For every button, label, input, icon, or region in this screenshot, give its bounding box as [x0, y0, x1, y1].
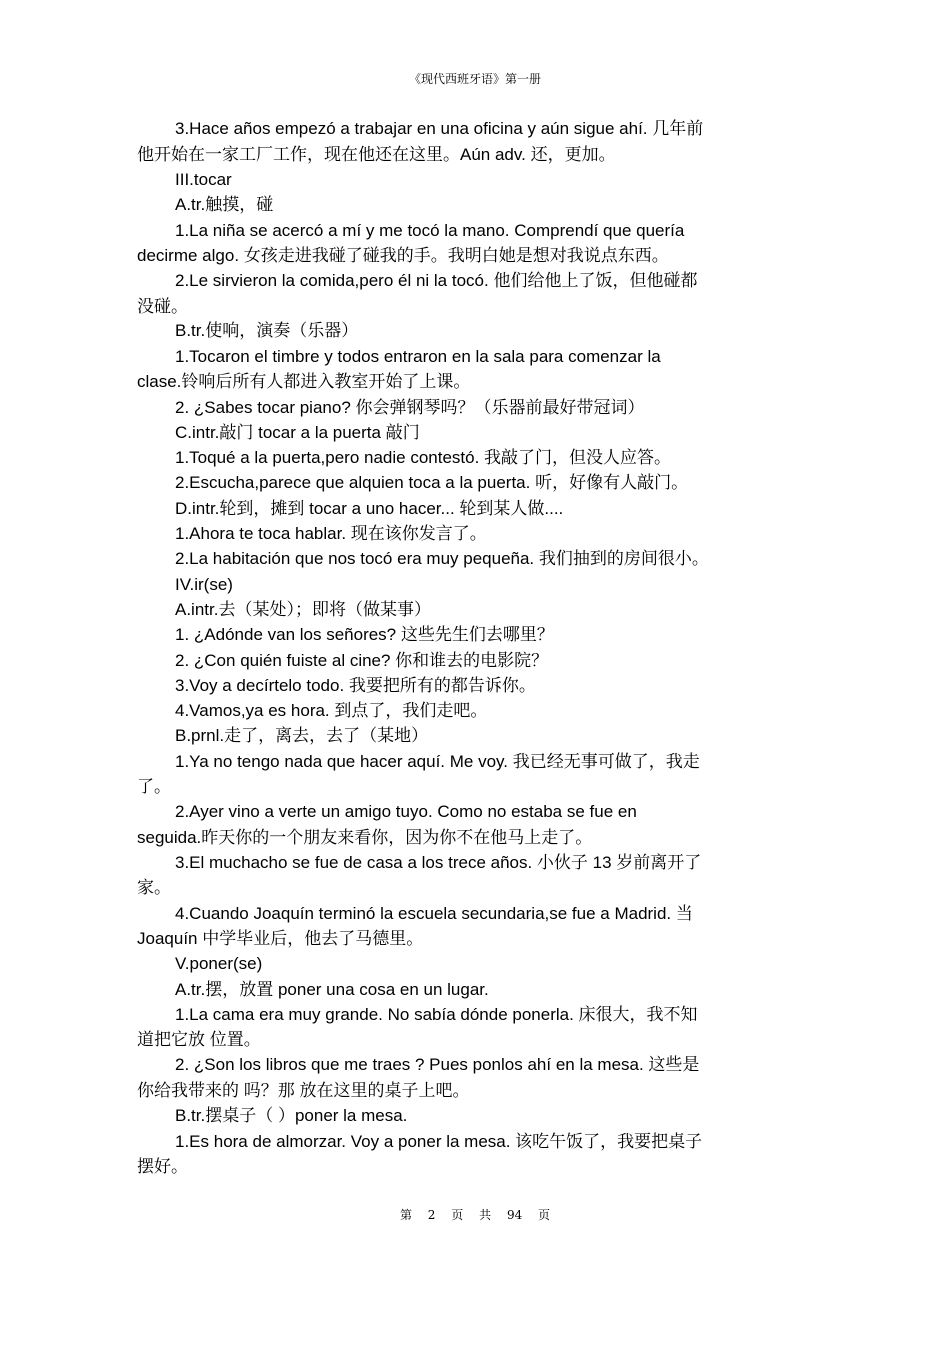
text-line: 2. ¿Sabes tocar piano? 你会弹钢琴吗？（乐器前最好带冠词）	[175, 398, 645, 417]
text-line: 3.Voy a decírtelo todo. 我要把所有的都告诉你。	[175, 676, 536, 695]
footer-label: 共	[479, 1208, 492, 1222]
text-line: 2.La habitación que nos tocó era muy pequeña. 我们抽到的房间很小。	[175, 549, 709, 568]
text-line: 1.La niña se acercó a mí y me tocó la mano. Comprendí que quería	[175, 221, 685, 240]
page-footer	[0, 1206, 950, 1223]
text-line: 他开始在一家工厂工作，现在他还在这里。Aún adv. 还，更加。	[137, 145, 616, 164]
text-line: 3.El muchacho se fue de casa a los trece años. 小伙子 13 岁前离开了	[175, 853, 702, 872]
text-line: 1.Ahora te toca hablar. 现在该你发言了。	[175, 524, 487, 543]
text-line: 4.Vamos,ya es hora. 到点了，我们走吧。	[175, 701, 488, 720]
text-line: 2.Le sirvieron la comida,pero él ni la tocó. 他们给他上了饭，但他碰都	[175, 271, 698, 290]
text-line: 2. ¿Son los libros que me traes ? Pues ponlos ahí en la mesa. 这些是	[175, 1055, 700, 1074]
text-line: D.intr.轮到，摊到 tocar a uno hacer... 轮到某人做....	[175, 499, 564, 518]
text-line: A.intr.去（某处）；即将（做某事）	[175, 600, 431, 619]
text-line: B.prnl.走了，离去，去了（某地）	[175, 726, 429, 745]
text-line: A.tr.触摸，碰	[175, 195, 274, 214]
text-line: seguida.昨天你的一个朋友来看你，因为你不在他马上走了。	[137, 828, 593, 847]
text-line: Joaquín 中学毕业后，他去了马德里。	[137, 929, 424, 948]
text-line: B.tr.摆桌子（ ）poner la mesa.	[175, 1106, 408, 1125]
text-line: clase.铃响后所有人都进入教室开始了上课。	[137, 372, 471, 391]
text-line: 2.Escucha,parece que alquien toca a la puerta. 听，好像有人敲门。	[175, 473, 689, 492]
footer-label: 页	[538, 1208, 551, 1222]
text-line: IV.ir(se)	[175, 575, 233, 594]
text-line: III.tocar	[175, 170, 232, 189]
text-line: 你给我带来的 吗？那 放在这里的桌子上吧。	[137, 1081, 470, 1100]
page-header: 《现代西班牙语》第一册	[408, 72, 541, 86]
text-line: 1.Toqué a la puerta,pero nadie contestó. 我敲了门，但没人应答。	[175, 448, 672, 467]
text-line: 摆好。	[137, 1157, 188, 1176]
total-pages: 94	[506, 1208, 523, 1222]
text-line: 2. ¿Con quién fuiste al cine? 你和谁去的电影院？	[175, 651, 549, 670]
text-line: 没碰。	[137, 297, 188, 316]
text-line: decirme algo. 女孩走进我碰了碰我的手。我明白她是想对我说点东西。	[137, 246, 669, 265]
text-line: 了。	[137, 777, 171, 796]
text-line: 道把它放 位置。	[137, 1030, 261, 1049]
text-line: V.poner(se)	[175, 954, 263, 973]
text-line: 1.Ya no tengo nada que hacer aquí. Me voy. 我已经无事可做了，我走	[175, 752, 700, 771]
text-line: B.tr.使响，演奏（乐器）	[175, 321, 359, 340]
text-line: 4.Cuando Joaquín terminó la escuela secundaria,se fue a Madrid. 当	[175, 904, 693, 923]
text-line: 1. ¿Adónde van los señores? 这些先生们去哪里？	[175, 625, 554, 644]
text-line: 家。	[137, 878, 171, 897]
footer-label: 页	[451, 1208, 464, 1222]
footer-label: 第	[399, 1208, 412, 1222]
text-line: 1.La cama era muy grande. No sabía dónde ponerla. 床很大，我不知	[175, 1005, 698, 1024]
text-line: A.tr.摆，放置 poner una cosa en un lugar.	[175, 980, 489, 999]
text-line: 1.Es hora de almorzar. Voy a poner la mesa. 该吃午饭了，我要把桌子	[175, 1132, 703, 1151]
text-line: 3.Hace años empezó a trabajar en una oficina y aún sigue ahí. 几年前	[175, 119, 704, 138]
text-line: C.intr.敲门 tocar a la puerta 敲门	[175, 423, 420, 442]
text-line: 1.Tocaron el timbre y todos entraron en la sala para comenzar la	[175, 347, 661, 366]
page-number: 2	[427, 1208, 436, 1222]
text-line: 2.Ayer vino a verte un amigo tuyo. Como no estaba se fue en	[175, 802, 637, 821]
